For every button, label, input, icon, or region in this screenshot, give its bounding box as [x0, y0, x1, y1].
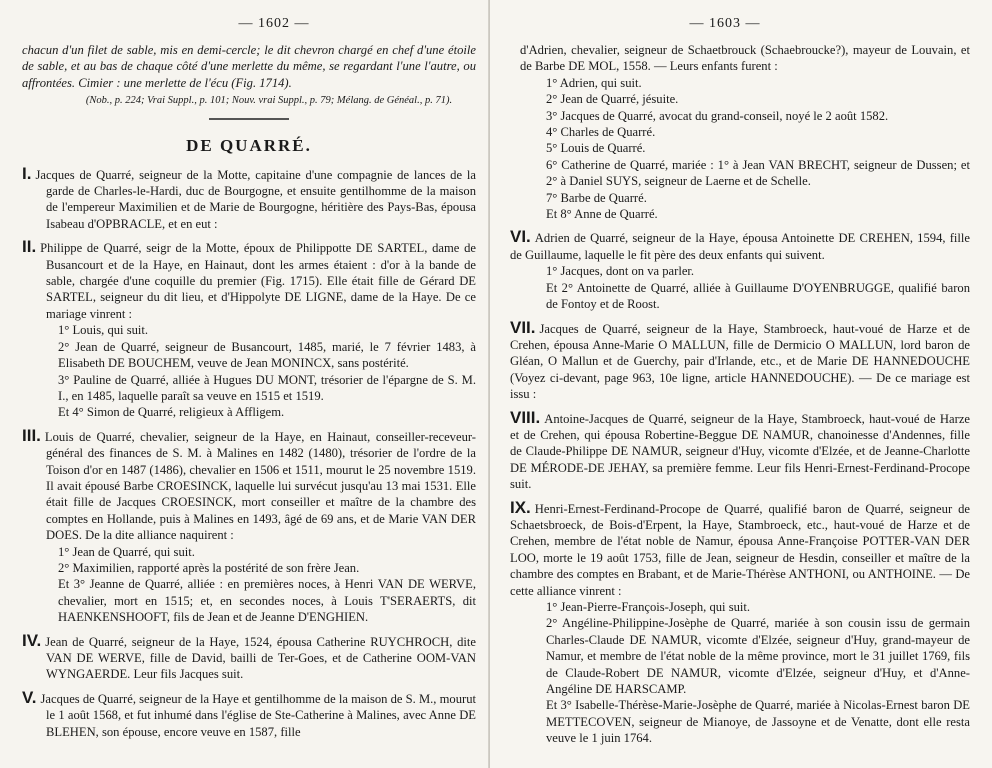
- list-item: Et 4° Simon de Quarré, religieux à Affligem.: [58, 405, 285, 420]
- list-item: Et 2° Antoinette de Quarré, alliée à Guillaume D'OYENBRUGGE, qualifié baron de Fontoy et de Roost.: [546, 280, 970, 312]
- list-item: Et 8° Anne de Quarré.: [546, 207, 658, 222]
- entry-number: VI.: [510, 227, 531, 247]
- continuation-paragraph: d'Adrien, chevalier, seigneur de Schaetbrouck (Schaebroucke?), mayeur de Louvain, et de Barbe DE MOL, 1558. — Leurs enfants furent :: [520, 43, 970, 74]
- list-item: Et 3° Jeanne de Quarré, alliée : en premières noces, à Henri VAN DE WERVE, chevalier, mort en 1515; et, en secondes noces, à Louis T'SERAERTS, dit HAENKENSHOOFT, fils de Jean et de Jeanne D'ENGHIEN.: [58, 577, 476, 625]
- entry-text: Jacques de Quarré, seigneur de la Motte, capitaine d'une compagnie de lances de la garde de Charles-le-Hardi, duc de Bourgogne, et ensuite gentilhomme de la maison de l'empereur Maximilien et de Marie de Bourgogne, héritière des Pays-Bas, épousa Isabeau d'OPBRACLE, et en eut :: [35, 167, 476, 231]
- page-number: — 1603 —: [689, 16, 761, 31]
- entry-II: [22, 239, 476, 420]
- entry-text: Antoine-Jacques de Quarré, seigneur de la Haye, Stambroeck, haut-voué de Harze et de Crehen, qui épousa Robertine-Beggue DE NAMUR, chanoinesse d'Andennes, fille de Claude-Philippe DE NAMUR, seigneur d'Huy, vicomte d'Elzée, et de Jeanne-Charlotte DE MÉRODE-DE JEHAY, sa première femme. Leur fils Henri-Ernest-Ferdinand-Procope suit.: [510, 411, 970, 492]
- entry-VII: [510, 317, 970, 403]
- list-item: 6° Catherine de Quarré, mariée : 1° à Jean VAN BRECHT, seigneur de Dussen; et 2° à Daniel SUYS, seigneur de Laerne et de Schelle.: [546, 157, 970, 189]
- list-item: 2° Jean de Quarré, seigneur de Busancourt, 1485, marié, le 7 février 1483, à Elisabeth DE BOUCHEM, veuve de Jean MONINCX, sans postérité.: [58, 339, 476, 371]
- list-item: Et 3° Isabelle-Thérèse-Marie-Josèphe de Quarré, mariée à Nicolas-Ernest baron DE METTECOVEN, seigneur de Mianoye, de Jassoyne et de Venatte, dont elle resta veuve le 1 juin 1764.: [546, 698, 970, 746]
- references: (Nob., p. 224; Vrai Suppl., p. 101; Nouv. vrai Suppl., p. 79; Mélang. de Généal., p. 71).: [85, 95, 453, 107]
- entry-III: [22, 425, 476, 626]
- list-item: 2° Angéline-Philippine-Josèphe de Quarré, mariée à son cousin issu de germain Charles-Claude DE NAMUR, vicomte d'Elzée, seigneur d'Huy, grand-mayeur de Namur, et membre de l'état noble de la même province, mort le 31 juillet 1769, fils de Claude-Robert DE NAMUR, vicomte d'Elzée, seigneur d'Huy, et d'Anne-Angéline DE HARSCAMP.: [546, 616, 970, 697]
- list-item: 4° Charles de Quarré.: [546, 125, 656, 140]
- entry-number: III.: [22, 425, 41, 445]
- intro-paragraph: chacun d'un filet de sable, mis en demi-cercle; le dit chevron chargé en chef d'une étoile de sable, et au bas de chaque côté d'une merlette du même, se regardant l'une l'autre, ou affrontées. Cimier : une merlette de l'écu (Fig. 1714).: [22, 43, 476, 90]
- entry-I: [22, 163, 476, 233]
- entry-VIII: [510, 407, 970, 493]
- list-item: 1° Louis, qui suit.: [58, 323, 149, 338]
- entry-number: VIII.: [510, 407, 541, 427]
- entry-number: VII.: [510, 317, 536, 337]
- entry-number: I.: [22, 163, 32, 183]
- list-item: 7° Barbe de Quarré.: [546, 190, 647, 205]
- list-item: 1° Adrien, qui suit.: [546, 75, 642, 90]
- entry-text: Adrien de Quarré, seigneur de la Haye, épousa Antoinette DE CREHEN, 1594, fille de Guillaume, laquelle le fit père des deux enfants qui suivent.: [510, 231, 970, 262]
- entry-number: V.: [22, 687, 37, 707]
- list-item: 1° Jacques, dont on va parler.: [546, 264, 695, 279]
- entry-number: IX.: [510, 497, 531, 517]
- section-heading: DE QUARRÉ.: [186, 135, 312, 155]
- entry-VI: [510, 229, 970, 312]
- list-item: 3° Pauline de Quarré, alliée à Hugues DU MONT, trésorier de l'épargne de S. M. I., en 1485, laquelle paraît sa veuve en 1515 et 1519.: [58, 372, 476, 403]
- list-item: 5° Louis de Quarré.: [546, 141, 646, 156]
- right-page: [490, 0, 992, 768]
- entry-text: Louis de Quarré, chevalier, seigneur de la Haye, en Hainaut, conseiller-receveur-général des finances de S. M. à Malines en 1482 (1480), trésorier de l'ordre de la Toison d'or en 1487 (1486), chevalier en 1506 et 1511, mourut le 25 novembre 1519. Il avait épousé Barbe CROESINCK, laquelle lui survécut jusqu'au 13 mai 1531. Elle était fille de Jacques CROESINCK, mort conseiller et maître de la chambre des comptes en Hollande, puis à Malines en 1493, âgé de 69 ans, et de Marie VAN DER DOES. De la dite alliance naquirent :: [44, 429, 476, 543]
- list-item: 2° Jean de Quarré, jésuite.: [546, 92, 679, 107]
- list-item: 3° Jacques de Quarré, avocat du grand-conseil, noyé le 2 août 1582.: [546, 108, 889, 123]
- list-item: 2° Maximilien, rapporté après la postérité de son frère Jean.: [58, 560, 360, 575]
- divider: [209, 118, 289, 120]
- list-item: 1° Jean de Quarré, qui suit.: [58, 544, 195, 559]
- entry-text: Jacques de Quarré, seigneur de la Haye, Stambroeck, haut-voué de Harze et de Crehen, épousa Anne-Marie O MALLUN, fille de Dermicio O MALLUN, lord baron de Gléan, O Mallun et de Guerchy, pair d'Irlande, etc., et de Marie DE HANNEDOUCHE (Voyez ci-devant, page 963, 10e ligne, article HANNEDOUCHE). — De ce mariage est issu :: [510, 321, 970, 402]
- entry-text: Jacques de Quarré, seigneur de la Haye et gentilhomme de la maison de S. M., mourut le 1 août 1568, et fut inhumé dans l'église de Ste-Catherine à Malines, avec Anne DE BLEHEN, son épouse, encore veuve en 1587, fille: [40, 691, 476, 739]
- entry-IV: [22, 630, 476, 683]
- entry-text: Jean de Quarré, seigneur de la Haye, 1524, épousa Catherine RUYCHROCH, dite VAN DE WERVE, fille de David, bailli de Ter-Goes, et de Catherine OOM-VAN WYNGAERDE. Leur fils Jacques suit.: [45, 634, 476, 682]
- entry-text: Philippe de Quarré, seigr de la Motte, époux de Philippotte DE SARTEL, dame de Busancourt et de la Haye, en Hainaut, dont les armes étaient : d'or à la bande de sable, chargée d'une coquille du premier (Fig. 1715). Elle était fille de Gérard DE SARTEL, seigneur du dit lieu, et d'Hippolyte DE LIGNE, dame de la Haye. De ce mariage vinrent :: [40, 241, 476, 321]
- entry-number: II.: [22, 237, 37, 257]
- entry-V: [22, 687, 476, 740]
- entry-number: IV.: [22, 630, 42, 650]
- entry-IX: [510, 497, 970, 747]
- entry-text: Henri-Ernest-Ferdinand-Procope de Quarré, qualifié baron de Quarré, seigneur de Schaetsbroeck, de Bois-d'Erpent, la Haye, Stambroeck, etc., haut-voué de Harze et de Crehen, membre de l'état noble de Namur, épousa Anne-Françoise POTTER-VAN DER LOO, morte le 19 août 1753, fille de Jean, seigneur de Hesdin, conseiller et maître de la chambre des comptes en Brabant, et de Marie-Thérèse ANTHONI, ou ANTHOINE. — De cette alliance vinrent :: [510, 501, 970, 598]
- list-item: 1° Jean-Pierre-François-Joseph, qui suit.: [546, 600, 751, 614]
- page-number: — 1602 —: [238, 16, 310, 31]
- left-page: [0, 0, 490, 768]
